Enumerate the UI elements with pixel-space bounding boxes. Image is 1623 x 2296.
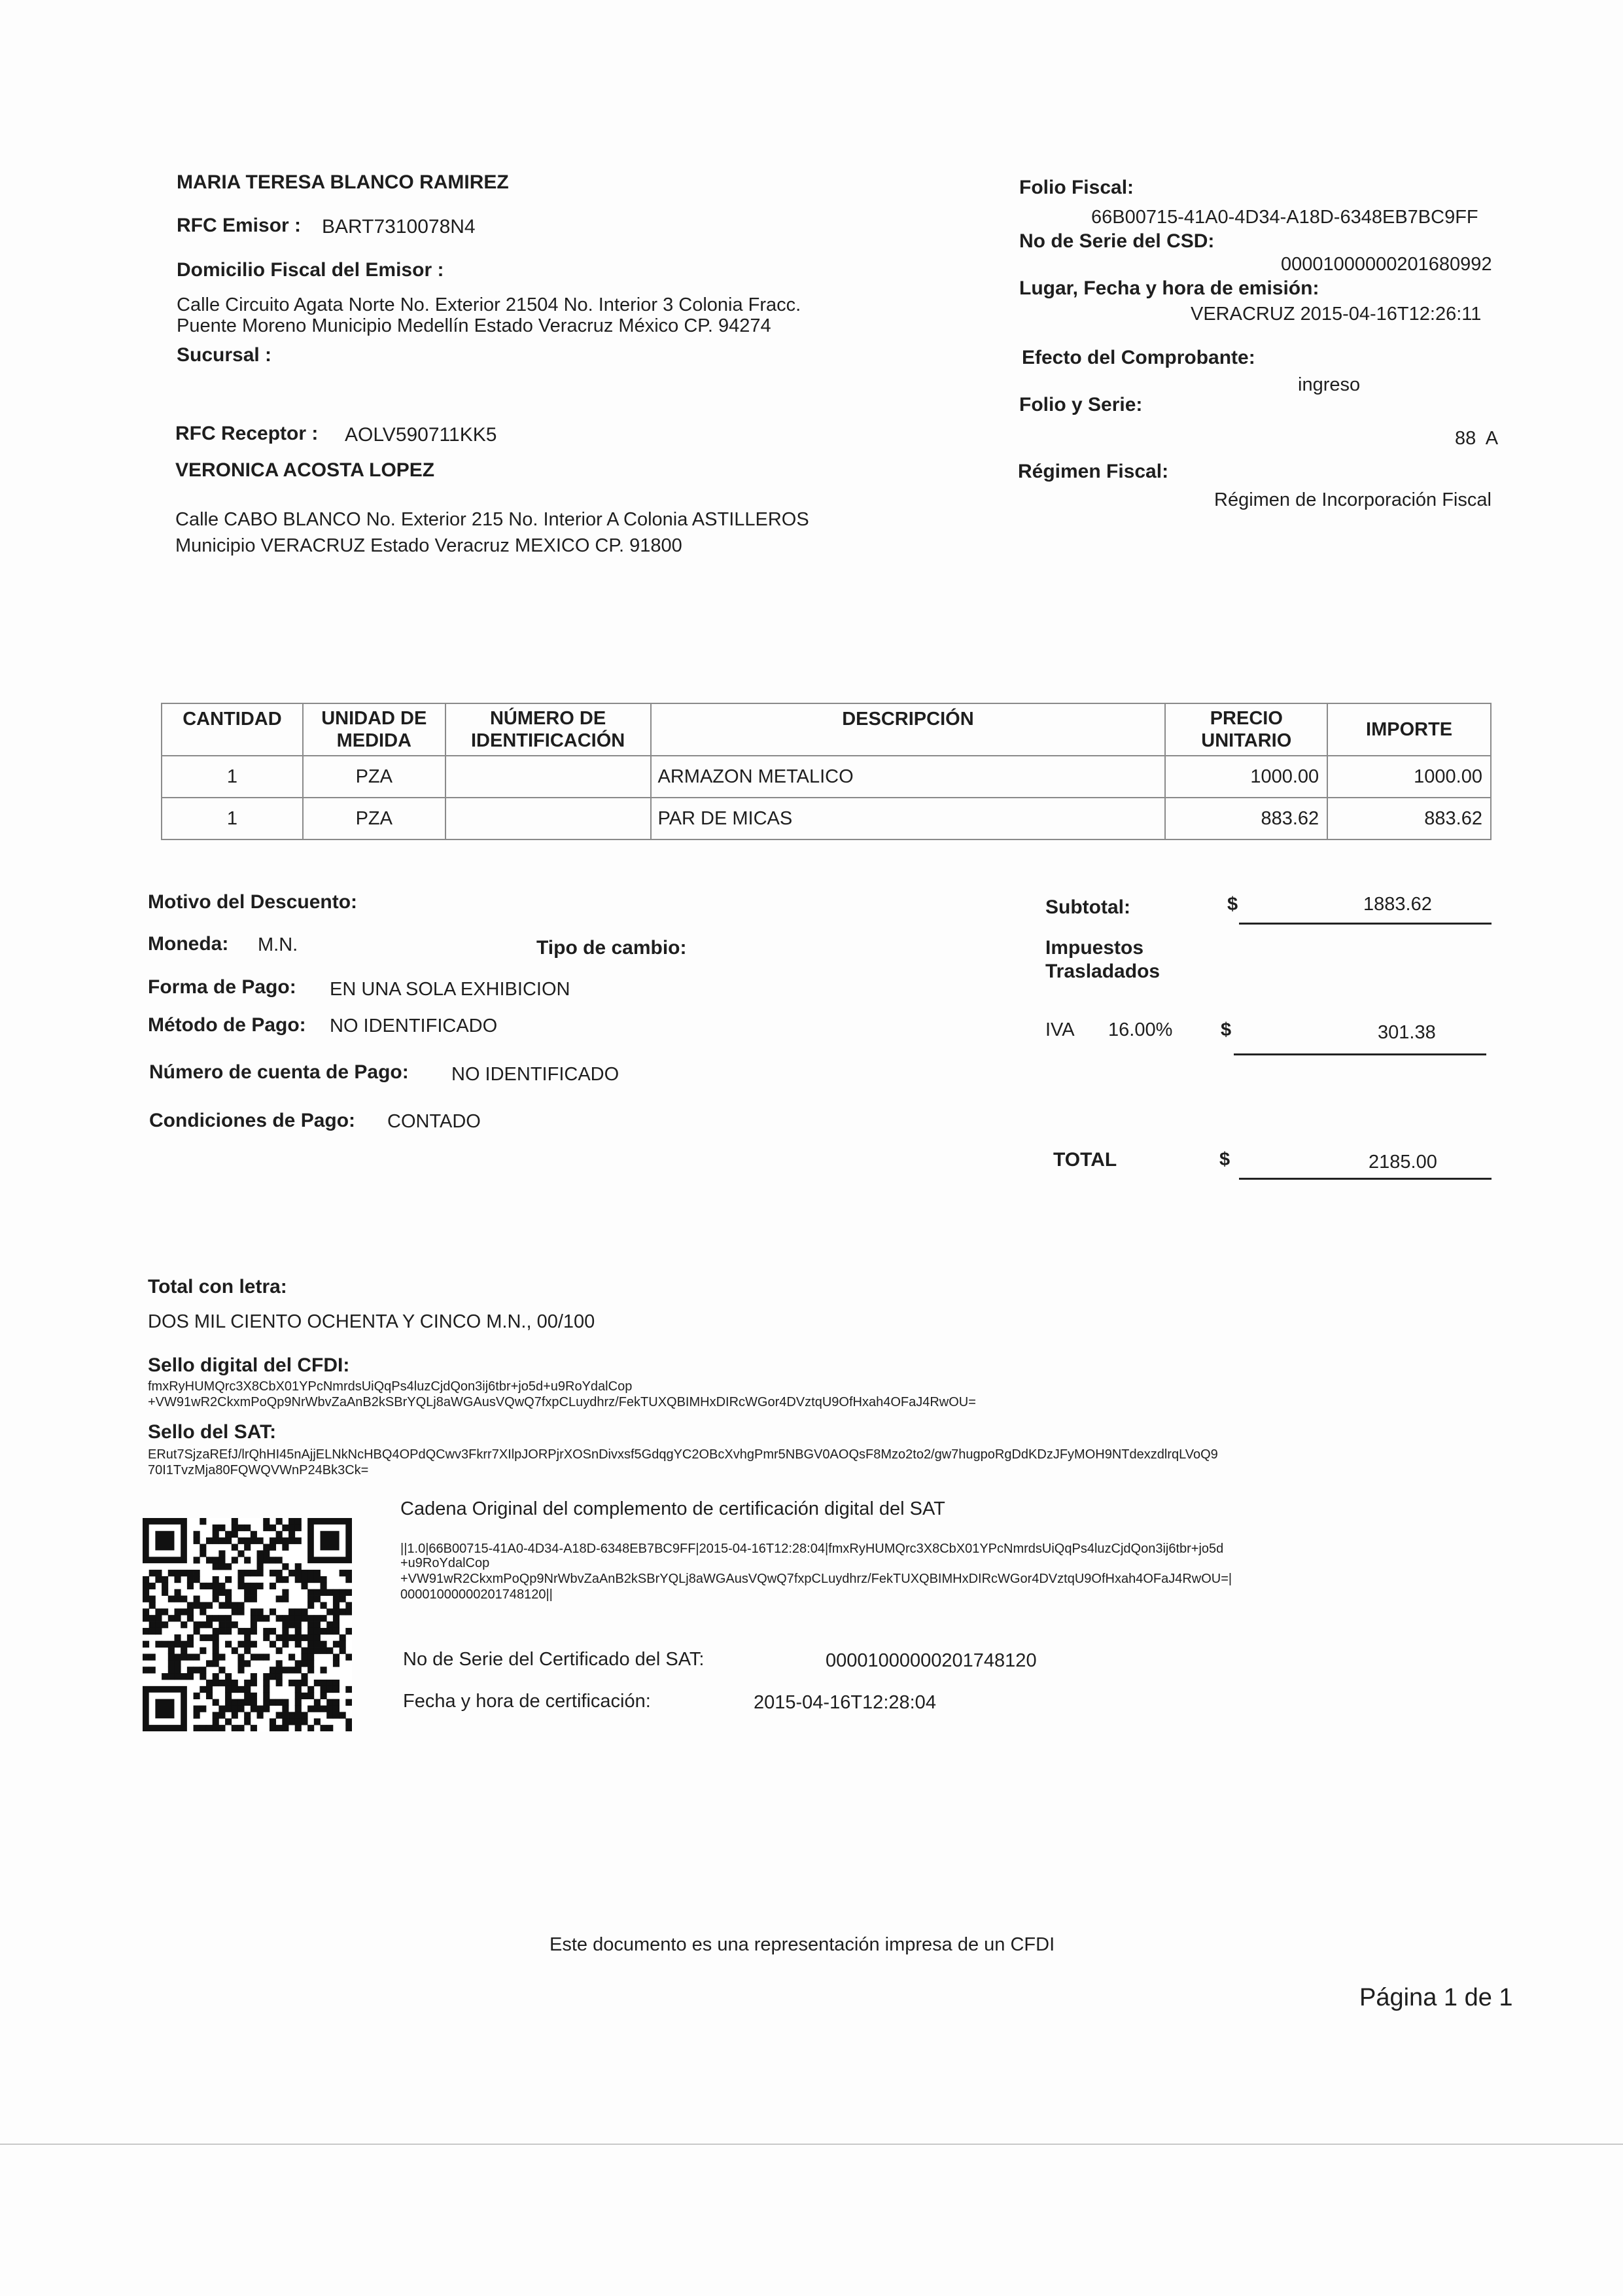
iva-value: 301.38 — [1378, 1022, 1436, 1043]
receptor-name: VERONICA ACOSTA LOPEZ — [175, 459, 435, 481]
header-unidad-line1: UNIDAD DE — [321, 708, 427, 729]
metodo-pago-value: NO IDENTIFICADO — [330, 1016, 498, 1036]
moneda-label: Moneda: — [148, 933, 229, 955]
iva-label: IVA — [1045, 1019, 1075, 1040]
moneda-value: M.N. — [258, 934, 298, 955]
qr-code-graphic — [143, 1518, 352, 1731]
total-underline — [1239, 1178, 1492, 1180]
lugar-fecha-value: VERACRUZ 2015-04-16T12:26:11 — [1191, 304, 1482, 325]
rfc-receptor-label: RFC Receptor : — [175, 423, 319, 444]
cadena-line1: ||1.0|66B00715-41A0-4D34-A18D-6348EB7BC9FF|2015-04-16T12:28:04|fmxRyHUMQrc3X8CbX01YPcNmrdsUiQqPs4luzCjdQon3ij6tbr+jo5d — [400, 1542, 1224, 1556]
cuenta-pago-label: Número de cuenta de Pago: — [149, 1061, 409, 1083]
header-importe: IMPORTE — [1327, 703, 1491, 756]
cell-numero — [445, 798, 651, 839]
sello-sat-label: Sello del SAT: — [148, 1421, 277, 1443]
rfc-emisor-label: RFC Emisor : — [177, 215, 302, 236]
efecto-value: ingreso — [1298, 374, 1361, 395]
footer-note: Este documento es una representación impresa de un CFDI — [550, 1934, 1055, 1955]
domicilio-line1: Calle Circuito Agata Norte No. Exterior 21504 No. Interior 3 Colonia Fracc. — [177, 294, 801, 315]
header-cantidad: CANTIDAD — [162, 703, 303, 756]
motivo-descuento-label: Motivo del Descuento: — [148, 891, 358, 913]
cert-serie-value: 00001000000201748120 — [826, 1650, 1037, 1671]
folio-fiscal-value: 66B00715-41A0-4D34-A18D-6348EB7BC9FF — [1091, 207, 1478, 228]
condiciones-pago-value: CONTADO — [387, 1111, 481, 1132]
sello-sat-line2: 70I1TvzMja80FQWQVWnP24Bk3Ck= — [148, 1463, 369, 1477]
total-currency: $ — [1219, 1149, 1230, 1170]
cell-unidad: PZA — [303, 756, 445, 798]
folio-fiscal-label: Folio Fiscal: — [1019, 177, 1134, 198]
cert-serie-label: No de Serie del Certificado del SAT: — [403, 1649, 705, 1670]
emisor-name: MARIA TERESA BLANCO RAMIREZ — [177, 171, 509, 193]
total-label: TOTAL — [1053, 1149, 1117, 1171]
serie-csd-label: No de Serie del CSD: — [1019, 230, 1215, 252]
cell-cantidad: 1 — [162, 756, 303, 798]
cell-descripcion: ARMAZON METALICO — [651, 756, 1166, 798]
items-header-row — [162, 703, 1491, 756]
metodo-pago-label: Método de Pago: — [148, 1014, 306, 1036]
page-divider — [0, 2144, 1623, 2145]
sello-cfdi-line2: +VW91wR2CkxmPoQp9NrWbvZaAnB2kSBrYQLj8aWGAusVQwQ7fxpCLuydhrz/FekTUXQBIMHxDIRcWGor4DVztqU9OfHxah4OFaJ4RwOU= — [148, 1395, 976, 1409]
cell-numero — [445, 756, 651, 798]
total-letra-value: DOS MIL CIENTO OCHENTA Y CINCO M.N., 00/100 — [148, 1311, 595, 1332]
forma-pago-value: EN UNA SOLA EXHIBICION — [330, 979, 570, 1000]
cell-importe: 1000.00 — [1327, 756, 1491, 798]
sello-cfdi-line1: fmxRyHUMQrc3X8CbX01YPcNmrdsUiQqPs4luzCjdQon3ij6tbr+jo5d+u9RoYdalCop — [148, 1379, 633, 1394]
header-unidad — [303, 703, 445, 756]
cert-fecha-label: Fecha y hora de certificación: — [403, 1691, 651, 1712]
cell-precio: 1000.00 — [1165, 756, 1327, 798]
header-unidad-line2: MEDIDA — [336, 730, 411, 751]
sucursal-label: Sucursal : — [177, 344, 272, 366]
cuenta-pago-value: NO IDENTIFICADO — [451, 1064, 620, 1085]
subtotal-label: Subtotal: — [1045, 896, 1130, 918]
rfc-receptor-value: AOLV590711KK5 — [345, 424, 497, 446]
subtotal-value: 1883.62 — [1363, 894, 1432, 915]
subtotal-currency: $ — [1227, 894, 1238, 915]
cadena-line3: +VW91wR2CkxmPoQp9NrWbvZaAnB2kSBrYQLj8aWGAusVQwQ7fxpCLuydhrz/FekTUXQBIMHxDIRcWGor4DVztqU9OfHxah4OFaJ4RwOU=| — [400, 1572, 1232, 1586]
efecto-label: Efecto del Comprobante: — [1022, 347, 1255, 368]
rfc-emisor-value: BART7310078N4 — [322, 216, 476, 238]
header-numero-line2: IDENTIFICACIÓN — [470, 730, 625, 751]
qr-code-icon — [143, 1518, 352, 1731]
receptor-address-line2: Municipio VERACRUZ Estado Veracruz MEXICO CP. 91800 — [175, 535, 682, 556]
cadena-line4: 00001000000201748120|| — [400, 1587, 553, 1602]
subtotal-underline — [1239, 923, 1492, 925]
header-numero — [445, 703, 651, 756]
cell-descripcion: PAR DE MICAS — [651, 798, 1166, 839]
domicilio-line2: Puente Moreno Municipio Medellín Estado Veracruz México CP. 94274 — [177, 315, 771, 336]
folio-serie-value: 88 A — [1455, 428, 1499, 449]
serie-csd-value: 00001000000201680992 — [1281, 254, 1492, 275]
cell-unidad: PZA — [303, 798, 445, 839]
cadena-line2: +u9RoYdalCop — [400, 1556, 490, 1570]
header-precio-line1: PRECIO — [1210, 708, 1283, 729]
iva-rate: 16.00% — [1108, 1019, 1173, 1040]
header-numero-line1: NÚMERO DE — [489, 708, 606, 729]
impuestos-label-line2: Trasladados — [1045, 961, 1161, 982]
total-letra-label: Total con letra: — [148, 1276, 287, 1298]
total-value: 2185.00 — [1369, 1152, 1437, 1173]
header-precio — [1165, 703, 1327, 756]
page-number: Página 1 de 1 — [1359, 1984, 1513, 2011]
cell-cantidad: 1 — [162, 798, 303, 839]
sello-sat-line1: ERut7SjzaREfJ/lrQhHI45nAjjELNkNcHBQ4OPdQCwv3Fkrr7XIlpJORPjrXOSnDivxsf5GdqgYC2OBcXvhgPmr5NBGV0AOQsF8Mzo2to2/gw7hugpoRgDdKDzJFyMOH9NTdexzdlrqLVoQ9 — [148, 1447, 1218, 1462]
receptor-address-line1: Calle CABO BLANCO No. Exterior 215 No. Interior A Colonia ASTILLEROS — [175, 509, 809, 530]
items-table — [161, 703, 1492, 840]
header-descripcion: DESCRIPCIÓN — [651, 703, 1166, 756]
header-precio-line2: UNITARIO — [1201, 730, 1292, 751]
cell-precio: 883.62 — [1165, 798, 1327, 839]
regimen-label: Régimen Fiscal: — [1018, 461, 1169, 482]
cell-importe: 883.62 — [1327, 798, 1491, 839]
regimen-value: Régimen de Incorporación Fiscal — [1214, 489, 1492, 510]
folio-serie-label: Folio y Serie: — [1019, 394, 1143, 415]
iva-currency: $ — [1221, 1019, 1232, 1040]
table-row — [162, 798, 1491, 839]
iva-underline — [1234, 1053, 1486, 1055]
tipo-cambio-label: Tipo de cambio: — [536, 937, 687, 959]
lugar-fecha-label: Lugar, Fecha y hora de emisión: — [1019, 277, 1319, 299]
forma-pago-label: Forma de Pago: — [148, 976, 296, 998]
condiciones-pago-label: Condiciones de Pago: — [149, 1110, 356, 1131]
table-row — [162, 756, 1491, 798]
sello-cfdi-label: Sello digital del CFDI: — [148, 1354, 350, 1376]
cert-fecha-value: 2015-04-16T12:28:04 — [754, 1692, 936, 1713]
impuestos-label-line1: Impuestos — [1045, 937, 1144, 959]
cadena-label: Cadena Original del complemento de certificación digital del SAT — [400, 1498, 945, 1519]
domicilio-label: Domicilio Fiscal del Emisor : — [177, 259, 444, 281]
